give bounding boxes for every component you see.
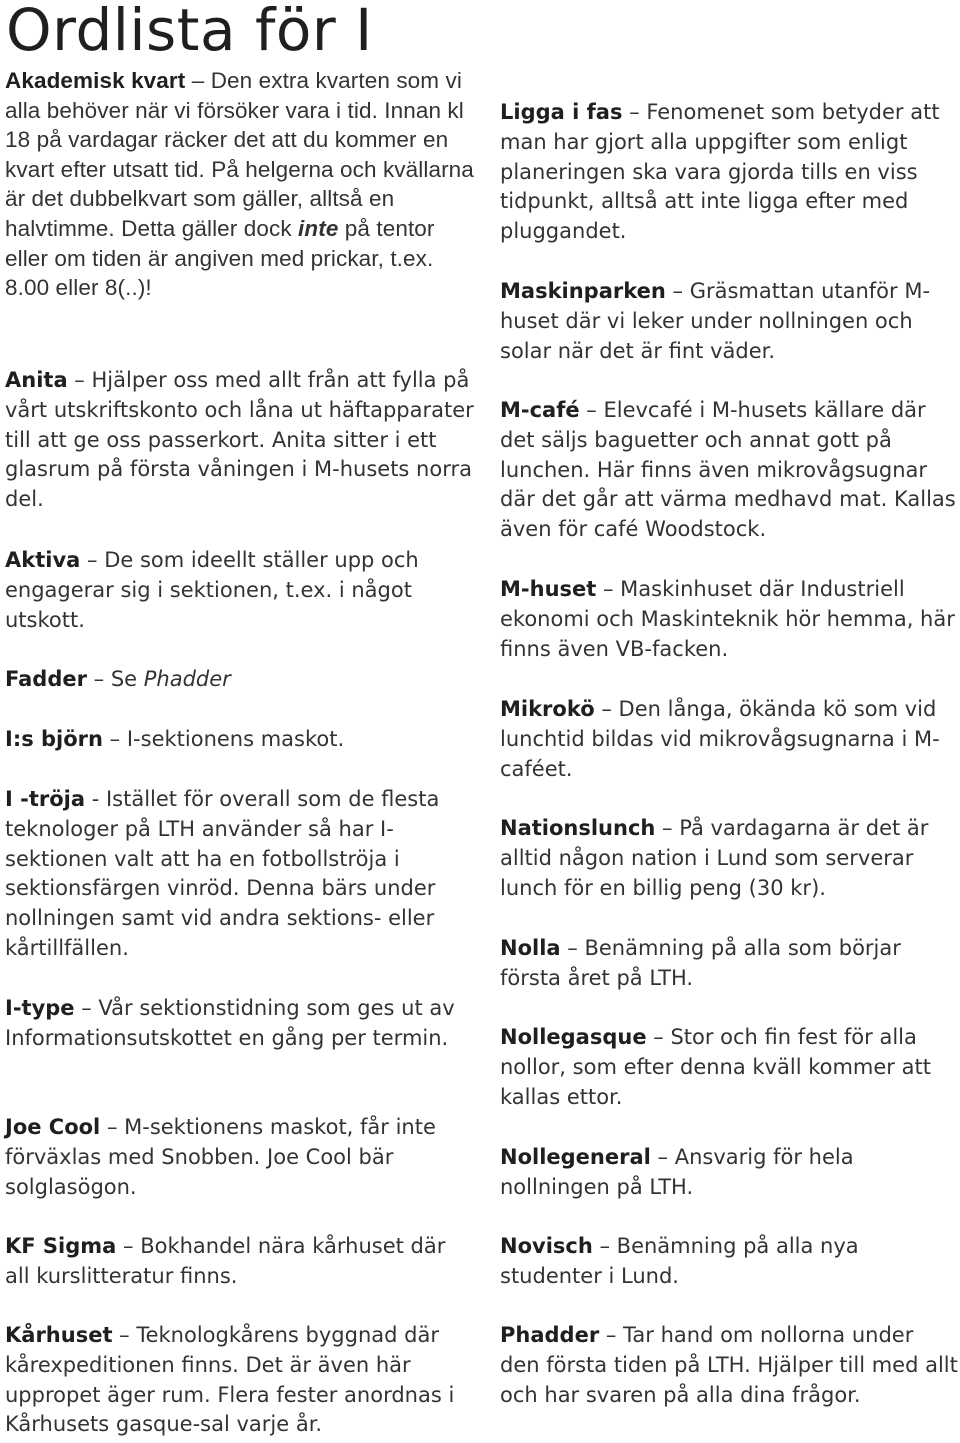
entry-definition: Vår sektionstidning som ges ut av Informationsutskottet en gång per termin.	[5, 996, 455, 1050]
entry-definition: Se	[110, 667, 144, 691]
entry-separator: –	[599, 1323, 624, 1347]
entry-separator: –	[560, 936, 585, 960]
glossary-entry-akademisk-kvart	[5, 66, 475, 303]
entry-separator: –	[622, 100, 647, 124]
entry-emphasis: Phadder	[143, 667, 231, 691]
entry-separator: –	[665, 279, 690, 303]
entry-term: Phadder	[500, 1323, 600, 1347]
entry-definition: På vardagarna är det är alltid någon nation i Lund som serverar lunch för en billig peng (30 kr).	[500, 816, 929, 900]
entry-definition: I-sektionens maskot.	[126, 727, 345, 751]
glossary-entry-fadder	[5, 665, 475, 695]
entry-definition: Fenomenet som betyder att man har gjort alla uppgifter som enligt planeringen ska vara gjorda tills en viss tidpunkt, alltså att inte ligga efter med pluggandet.	[500, 100, 940, 244]
glossary-entry-nationslunch	[500, 814, 958, 903]
entry-separator: –	[655, 816, 680, 840]
entry-definition: Benämning på alla som börjar första året på LTH.	[500, 936, 901, 990]
glossary-entry-nolla	[500, 934, 958, 994]
entry-separator: –	[594, 697, 619, 721]
entry-term: Joe Cool	[5, 1115, 101, 1139]
glossary-entry-mikroko	[500, 695, 958, 784]
entry-separator: -	[85, 787, 106, 811]
entry-definition: Hjälper oss med allt från att fylla på vårt utskriftskonto och låna ut häftapparater till att ge oss passerkort. Anita sitter i ett glasrum på första våningen i M-husets norra del.	[5, 368, 474, 512]
entry-separator: –	[103, 727, 127, 751]
entry-term: Kårhuset	[5, 1323, 113, 1347]
page-title: Ordlista för I	[6, 0, 373, 64]
entry-separator: –	[592, 1234, 617, 1258]
glossary-entry-ligga-i-fas	[500, 98, 958, 247]
entry-term: Anita	[5, 368, 68, 392]
entry-term: Akademisk kvart	[5, 68, 186, 93]
entry-definition: Benämning på alla nya studenter i Lund.	[500, 1234, 859, 1288]
glossary-entry-i-type	[5, 994, 475, 1054]
entry-definition: Den långa, ökända kö som vid lunchtid bildas vid mikrovågsugnarna i M-caféet.	[500, 697, 940, 781]
glossary-entry-karhuset	[5, 1321, 475, 1440]
entry-definition: Tar hand om nollorna under den första tiden på LTH. Hjälper till med allt och har svaren på alla dina frågor.	[500, 1323, 958, 1407]
entry-term: Ligga i fas	[500, 100, 623, 124]
entry-term: Nollegasque	[500, 1025, 647, 1049]
entry-definition: Ansvarig för hela nollningen på LTH.	[500, 1145, 854, 1199]
entry-definition: Bokhandel nära kårhuset där all kurslitteratur finns.	[5, 1234, 446, 1288]
entry-term: I-type	[5, 996, 75, 1020]
entry-definition: Den extra kvarten som vi alla behöver när vi försöker vara i tid. Innan kl 18 på vardagar räcker det att du kommer en kvart efter utsatt tid. På helgerna och kvällarna är det dubbelkvart som gäller, alltså en halvtimme. Detta gäller dock	[5, 68, 474, 241]
entry-emphasis: inte	[298, 215, 339, 241]
entry-term: Fadder	[5, 667, 87, 691]
entry-definition: Gräsmattan utanför M-huset där vi leker under nollningen och solar när det är fint väder.	[500, 279, 931, 363]
entry-definition: Maskinhuset där Industriell ekonomi och Maskinteknik hör hemma, här finns även VB-facken.	[500, 577, 955, 661]
entry-term: Aktiva	[5, 548, 81, 572]
entry-separator: –	[116, 1234, 141, 1258]
glossary-entry-nollegasque	[500, 1023, 958, 1112]
entry-separator: –	[86, 667, 111, 691]
entry-separator: –	[579, 398, 604, 422]
glossary-entry-novisch	[500, 1232, 958, 1292]
glossary-entry-phadder	[500, 1321, 958, 1410]
entry-term: Nolla	[500, 936, 561, 960]
entry-separator: –	[596, 577, 621, 601]
glossary-entry-m-cafe	[500, 396, 958, 545]
glossary-entry-i-troja	[5, 785, 475, 964]
entry-term: Novisch	[500, 1234, 593, 1258]
entry-definition: Teknologkårens byggnad där kårexpeditionen finns. Det är även här uppropet äger rum. Flera fester anordnas i Kårhusets gasque-sal varje år.	[5, 1323, 455, 1437]
entry-term: M-huset	[500, 577, 597, 601]
entry-separator: –	[112, 1323, 137, 1347]
glossary-entry-anita	[5, 366, 475, 515]
entry-term: Nationslunch	[500, 816, 656, 840]
entry-term: Maskinparken	[500, 279, 666, 303]
entry-definition: Elevcafé i M-husets källare där det säljs baguetter och annat gott på lunchen. Här finns även mikrovågsugnar där det går att värma medhavd mat. Kallas även för café Woodstock.	[500, 398, 956, 542]
entry-definition: Stor och fin fest för alla nollor, som efter denna kväll kommer att kallas ettor.	[500, 1025, 931, 1109]
glossary-entry-kf-sigma	[5, 1232, 475, 1292]
entry-term: I -tröja	[5, 787, 86, 811]
glossary-entry-joe-cool	[5, 1113, 475, 1202]
entry-separator: –	[650, 1145, 675, 1169]
entry-separator: –	[80, 548, 105, 572]
entry-separator: –	[74, 996, 99, 1020]
entry-term: Mikrokö	[500, 697, 595, 721]
entry-term: Nollegeneral	[500, 1145, 651, 1169]
entry-separator: –	[100, 1115, 125, 1139]
glossary-entry-aktiva	[5, 546, 475, 635]
entry-term: I:s björn	[5, 727, 103, 751]
entry-definition: M-sektionens maskot, får inte förväxlas med Snobben. Joe Cool bär solglasögon.	[5, 1115, 436, 1199]
glossary-entry-m-huset	[500, 575, 958, 664]
entry-separator: –	[67, 368, 92, 392]
entry-definition: De som ideellt ställer upp och engagerar sig i sektionen, t.ex. i något utskott.	[5, 548, 419, 632]
entry-separator: –	[646, 1025, 671, 1049]
entry-definition: Istället för overall som de flesta teknologer på LTH använder så har I-sektionen valt att ha en fotbollströja i sektionsfärgen vinröd. Denna bärs under nollningen samt vid andra sektions- eller kårtillfällen.	[5, 787, 440, 960]
glossary-entry-nollegeneral	[500, 1143, 958, 1203]
entry-definition-cont: på tentor eller om tiden är angiven med prickar, t.ex. 8.00 eller 8(..)!	[5, 215, 435, 301]
entry-separator: –	[185, 68, 211, 93]
entry-term: M-café	[500, 398, 580, 422]
glossary-entry-is-bjorn	[5, 725, 475, 755]
entry-term: KF Sigma	[5, 1234, 117, 1258]
glossary-entry-maskinparken	[500, 277, 958, 366]
